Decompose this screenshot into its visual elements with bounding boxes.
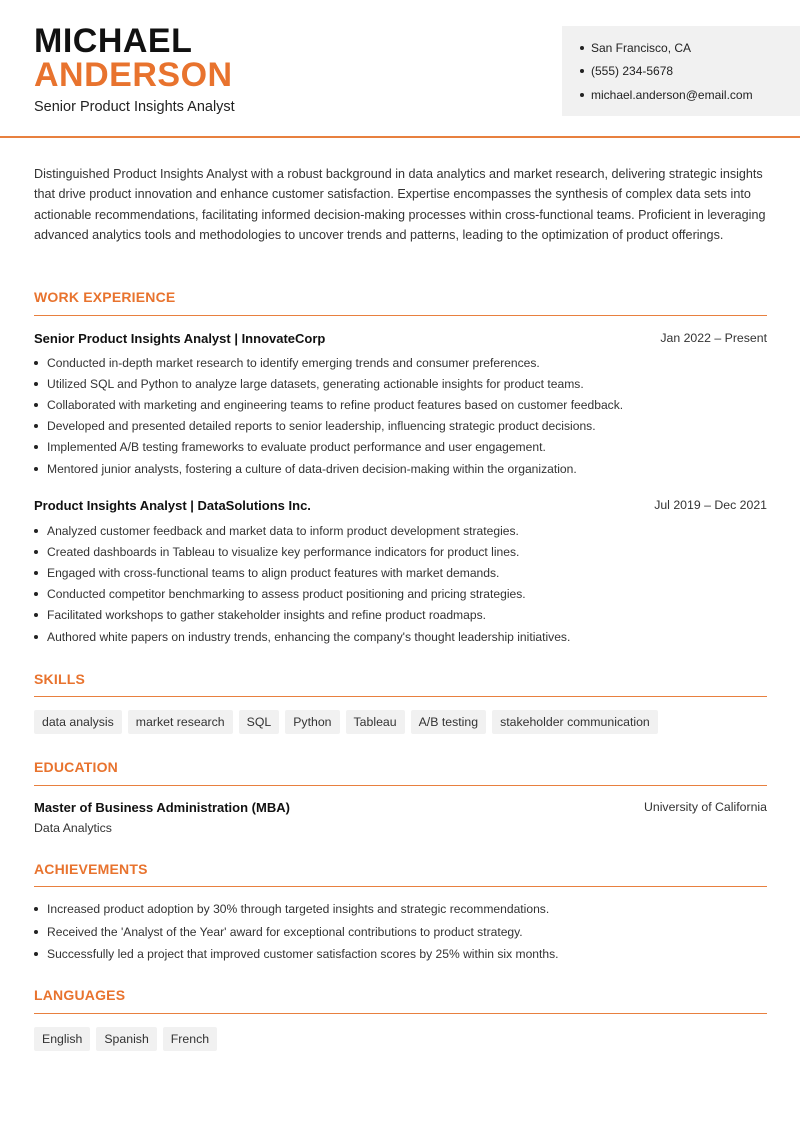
- education-degree: Master of Business Administration (MBA): [34, 800, 290, 815]
- bullet-icon: [34, 403, 38, 407]
- list-item: Conducted competitor benchmarking to assess product positioning and pricing strategies.: [34, 584, 768, 605]
- skill-chip: stakeholder communication: [492, 710, 658, 734]
- list-item: Created dashboards in Tableau to visualize key performance indicators for product lines.: [34, 541, 768, 562]
- section-divider: [34, 785, 767, 786]
- job-dates: Jul 2019 – Dec 2021: [654, 498, 767, 512]
- bullet-icon: [34, 613, 38, 617]
- bullet-icon: [34, 592, 38, 596]
- bullet-icon: [34, 930, 38, 934]
- section-divider: [34, 315, 767, 316]
- first-name: MICHAEL: [34, 22, 193, 60]
- list-item: Mentored junior analysts, fostering a culture of data-driven decision-making within the organization.: [34, 458, 768, 479]
- languages-list: [34, 1027, 217, 1051]
- language-chip: French: [163, 1027, 217, 1051]
- contact-phone: (555) 234-5678: [580, 60, 800, 84]
- skill-chip: SQL: [239, 710, 280, 734]
- job-title: Senior Product Insights Analyst: [34, 99, 235, 115]
- bullet-icon: [34, 467, 38, 471]
- resume-header: [0, 0, 800, 138]
- list-item: Implemented A/B testing frameworks to evaluate product performance and user engagement.: [34, 437, 768, 458]
- languages-heading: LANGUAGES: [34, 987, 126, 1003]
- job-bullets: [34, 520, 768, 647]
- list-item: Received the 'Analyst of the Year' award for exceptional contributions to product strategy.: [34, 921, 768, 944]
- last-name: ANDERSON: [34, 56, 233, 94]
- bullet-icon: [34, 571, 38, 575]
- bullet-icon: [34, 424, 38, 428]
- list-item: Authored white papers on industry trends, enhancing the company's thought leadership initiatives.: [34, 626, 768, 647]
- bullet-icon: [34, 361, 38, 365]
- list-item: Conducted in-depth market research to identify emerging trends and consumer preferences.: [34, 352, 768, 373]
- job-bullets: [34, 352, 768, 479]
- skill-chip: data analysis: [34, 710, 122, 734]
- skill-chip: A/B testing: [411, 710, 486, 734]
- bullet-icon: [34, 382, 38, 386]
- education-heading: EDUCATION: [34, 759, 118, 775]
- list-item: Developed and presented detailed reports to senior leadership, influencing strategic product decisions.: [34, 416, 768, 437]
- list-item: Utilized SQL and Python to analyze large datasets, generating actionable insights for product teams.: [34, 373, 768, 394]
- skill-chip: market research: [128, 710, 233, 734]
- section-divider: [34, 1013, 767, 1014]
- bullet-icon: [580, 93, 584, 97]
- bullet-icon: [34, 550, 38, 554]
- bullet-icon: [34, 529, 38, 533]
- bullet-icon: [34, 907, 38, 911]
- language-chip: Spanish: [96, 1027, 156, 1051]
- achievements-heading: ACHIEVEMENTS: [34, 861, 148, 877]
- education-school: University of California: [643, 800, 767, 814]
- list-item: Analyzed customer feedback and market data to inform product development strategies.: [34, 520, 768, 541]
- list-item: Engaged with cross-functional teams to align product features with market demands.: [34, 562, 768, 583]
- summary-paragraph: Distinguished Product Insights Analyst with a robust background in data analytics and market research, delivering strategic insights that drive product innovation and enhance customer satisfaction. Expertise encompasses the synthesis of complex data sets into actionable recommendations, facilitating informed decision-making processes within cross-functional teams. Proficient in leveraging advanced analytics tools and methodologies to uncover trends and patterns, leading to the optimization of product offerings.: [34, 167, 766, 243]
- skill-chip: Tableau: [346, 710, 405, 734]
- list-item: Successfully led a project that improved customer satisfaction scores by 25% within six months.: [34, 943, 768, 966]
- skills-heading: SKILLS: [34, 671, 85, 687]
- bullet-icon: [34, 445, 38, 449]
- contact-location: San Francisco, CA: [580, 36, 800, 60]
- job-role: Senior Product Insights Analyst | InnovateCorp: [34, 331, 326, 346]
- bullet-icon: [34, 635, 38, 639]
- contact-box: [562, 26, 800, 116]
- contact-email: michael.anderson@email.com: [580, 83, 800, 107]
- section-divider: [34, 696, 767, 697]
- achievements-list: [34, 898, 768, 966]
- work-experience-heading: WORK EXPERIENCE: [34, 289, 176, 305]
- job-role: Product Insights Analyst | DataSolutions Inc.: [34, 498, 311, 513]
- skills-list: [34, 710, 658, 734]
- language-chip: English: [34, 1027, 90, 1051]
- list-item: Facilitated workshops to gather stakeholder insights and refine product roadmaps.: [34, 605, 768, 626]
- job-dates: Jan 2022 – Present: [660, 331, 767, 345]
- bullet-icon: [34, 952, 38, 956]
- bullet-icon: [580, 46, 584, 50]
- list-item: Collaborated with marketing and engineering teams to refine product features based on customer feedback.: [34, 394, 768, 415]
- education-field: Data Analytics: [34, 821, 112, 835]
- skill-chip: Python: [285, 710, 339, 734]
- list-item: Increased product adoption by 30% through targeted insights and strategic recommendations.: [34, 898, 768, 921]
- section-divider: [34, 886, 767, 887]
- bullet-icon: [580, 69, 584, 73]
